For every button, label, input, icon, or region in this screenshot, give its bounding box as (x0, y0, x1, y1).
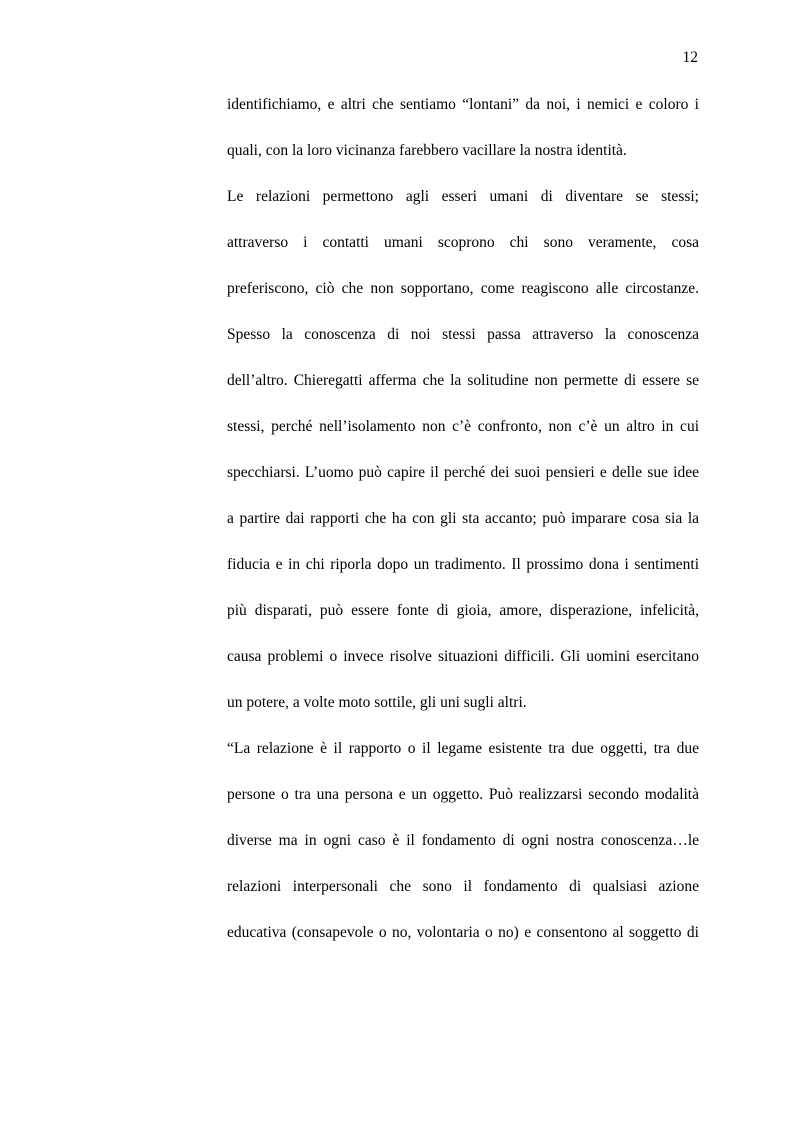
text-line: a partire dai rapporti che ha con gli sta accanto; può imparare cosa sia la (227, 510, 699, 527)
text-line: quali, con la loro vicinanza farebbero vacillare la nostra identità. (227, 142, 627, 159)
text-line: identifichiamo, e altri che sentiamo “lontani” da noi, i nemici e coloro i (227, 96, 699, 113)
text-line: persone o tra una persona e un oggetto. Può realizzarsi secondo modalità (227, 786, 699, 803)
text-line: più disparati, può essere fonte di gioia, amore, disperazione, infelicità, (227, 602, 699, 619)
text-line: relazioni interpersonali che sono il fondamento di qualsiasi azione (227, 878, 699, 895)
text-line: un potere, a volte moto sottile, gli uni sugli altri. (227, 694, 527, 711)
text-line: preferiscono, ciò che non sopportano, come reagiscono alle circostanze. (227, 280, 699, 297)
text-line: Le relazioni permettono agli esseri umani di diventare se stessi; (227, 188, 699, 205)
text-line: causa problemi o invece risolve situazioni difficili. Gli uomini esercitano (227, 648, 699, 665)
text-line: attraverso i contatti umani scoprono chi sono veramente, cosa (227, 234, 699, 251)
page-number: 12 (682, 49, 698, 66)
text-line: Spesso la conoscenza di noi stessi passa attraverso la conoscenza (227, 326, 699, 343)
text-line: stessi, perché nell’isolamento non c’è confronto, non c’è un altro in cui (227, 418, 699, 435)
text-line: diverse ma in ogni caso è il fondamento di ogni nostra conoscenza…le (227, 832, 699, 849)
text-line: dell’altro. Chieregatti afferma che la solitudine non permette di essere se (227, 372, 699, 389)
text-line: “La relazione è il rapporto o il legame esistente tra due oggetti, tra due (227, 740, 699, 757)
text-line: specchiarsi. L’uomo può capire il perché dei suoi pensieri e delle sue idee (227, 464, 699, 481)
text-line: fiducia e in chi riporla dopo un tradimento. Il prossimo dona i sentimenti (227, 556, 699, 573)
text-line: educativa (consapevole o no, volontaria o no) e consentono al soggetto di (227, 924, 699, 941)
